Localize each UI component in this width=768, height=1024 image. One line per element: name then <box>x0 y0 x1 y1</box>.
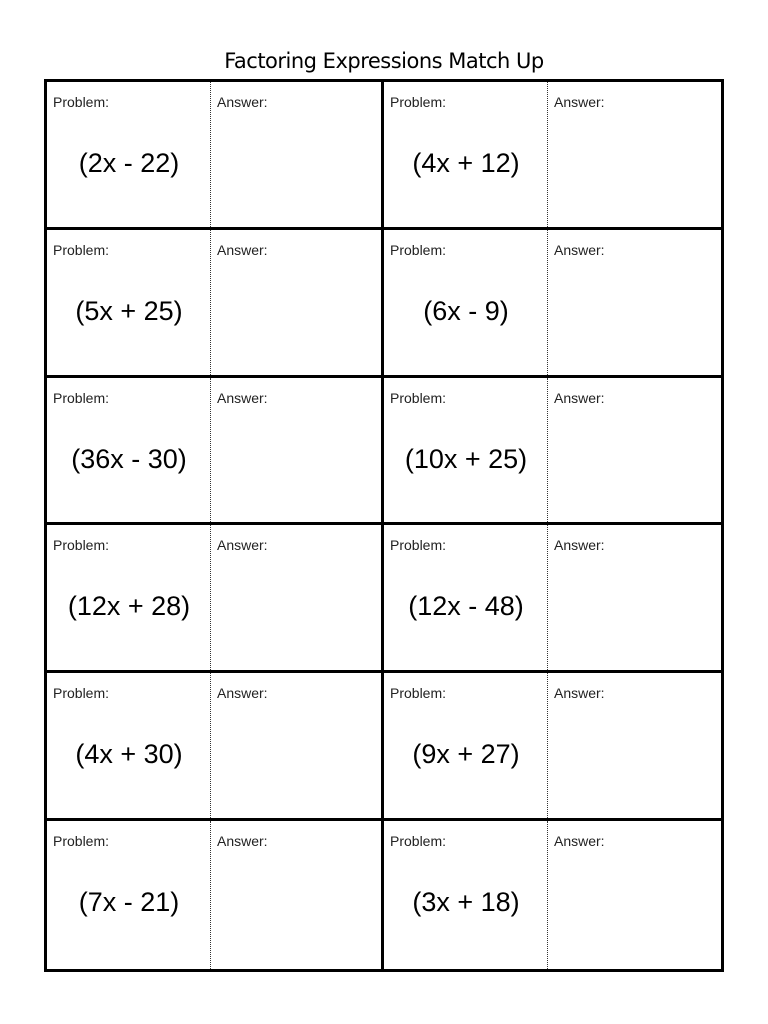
answer-cell[interactable] <box>548 525 721 670</box>
answer-cell[interactable] <box>548 821 721 969</box>
problem-expression: (10x + 25) <box>404 443 528 474</box>
answer-label: Answer: <box>554 685 605 702</box>
answer-label: Answer: <box>554 389 605 406</box>
problem-cell <box>384 821 548 969</box>
problem-expression: (9x + 27) <box>412 739 520 770</box>
answer-label: Answer: <box>217 685 268 702</box>
problem-expression: (4x + 30) <box>75 739 183 770</box>
answer-cell[interactable] <box>211 821 381 969</box>
card-r3-c2 <box>384 378 721 526</box>
match-up-grid <box>44 79 724 972</box>
card-r4-c1 <box>47 525 384 673</box>
problem-label: Problem: <box>390 94 447 110</box>
problem-cell <box>384 230 548 375</box>
answer-label: Answer: <box>217 94 268 110</box>
answer-label: Answer: <box>217 537 268 554</box>
problem-cell <box>47 82 211 227</box>
problem-expression: (3x + 18) <box>412 887 520 918</box>
problem-label: Problem: <box>390 833 447 850</box>
problem-label: Problem: <box>53 241 110 258</box>
card-r2-c2 <box>384 230 721 378</box>
problem-label: Problem: <box>390 685 447 702</box>
answer-label: Answer: <box>217 833 268 850</box>
answer-cell[interactable] <box>548 230 721 375</box>
problem-label: Problem: <box>53 685 110 702</box>
problem-label: Problem: <box>390 537 447 554</box>
problem-cell <box>384 673 548 818</box>
answer-cell[interactable] <box>211 378 381 523</box>
problem-cell <box>384 378 548 523</box>
problem-expression: (6x - 9) <box>423 295 509 326</box>
problem-cell <box>47 673 211 818</box>
card-r4-c2 <box>384 525 721 673</box>
answer-label: Answer: <box>217 241 268 258</box>
problem-cell <box>47 525 211 670</box>
problem-label: Problem: <box>53 389 110 406</box>
problem-cell <box>47 230 211 375</box>
answer-label: Answer: <box>554 537 605 554</box>
problem-label: Problem: <box>53 537 110 554</box>
problem-expression: (12x - 48) <box>408 591 524 622</box>
card-r6-c2 <box>384 821 721 969</box>
answer-cell[interactable] <box>548 673 721 818</box>
answer-label: Answer: <box>217 389 268 406</box>
card-r6-c1 <box>47 821 384 969</box>
answer-cell[interactable] <box>548 82 721 227</box>
answer-cell[interactable] <box>211 82 381 227</box>
answer-cell[interactable] <box>548 378 721 523</box>
problem-label: Problem: <box>390 241 447 258</box>
card-r5-c1 <box>47 673 384 821</box>
card-r5-c2 <box>384 673 721 821</box>
card-r2-c1 <box>47 230 384 378</box>
problem-expression: (2x - 22) <box>78 148 180 178</box>
answer-label: Answer: <box>554 833 605 850</box>
worksheet-title: Factoring Expressions Match Up <box>224 49 544 73</box>
problem-label: Problem: <box>390 389 447 406</box>
card-r3-c1 <box>47 378 384 526</box>
problem-expression: (7x - 21) <box>78 887 180 918</box>
problem-cell <box>384 525 548 670</box>
problem-expression: (12x + 28) <box>67 591 191 622</box>
problem-label: Problem: <box>53 94 110 110</box>
problem-label: Problem: <box>53 833 110 850</box>
problem-expression: (4x + 12) <box>412 148 520 178</box>
problem-cell <box>384 82 548 227</box>
answer-label: Answer: <box>554 94 605 110</box>
card-r1-c2 <box>384 82 721 230</box>
answer-cell[interactable] <box>211 525 381 670</box>
problem-expression: (5x + 25) <box>75 295 183 326</box>
problem-cell <box>47 378 211 523</box>
card-r1-c1 <box>47 82 384 230</box>
problem-cell <box>47 821 211 969</box>
answer-cell[interactable] <box>211 230 381 375</box>
answer-label: Answer: <box>554 241 605 258</box>
problem-expression: (36x - 30) <box>71 443 187 474</box>
answer-cell[interactable] <box>211 673 381 818</box>
